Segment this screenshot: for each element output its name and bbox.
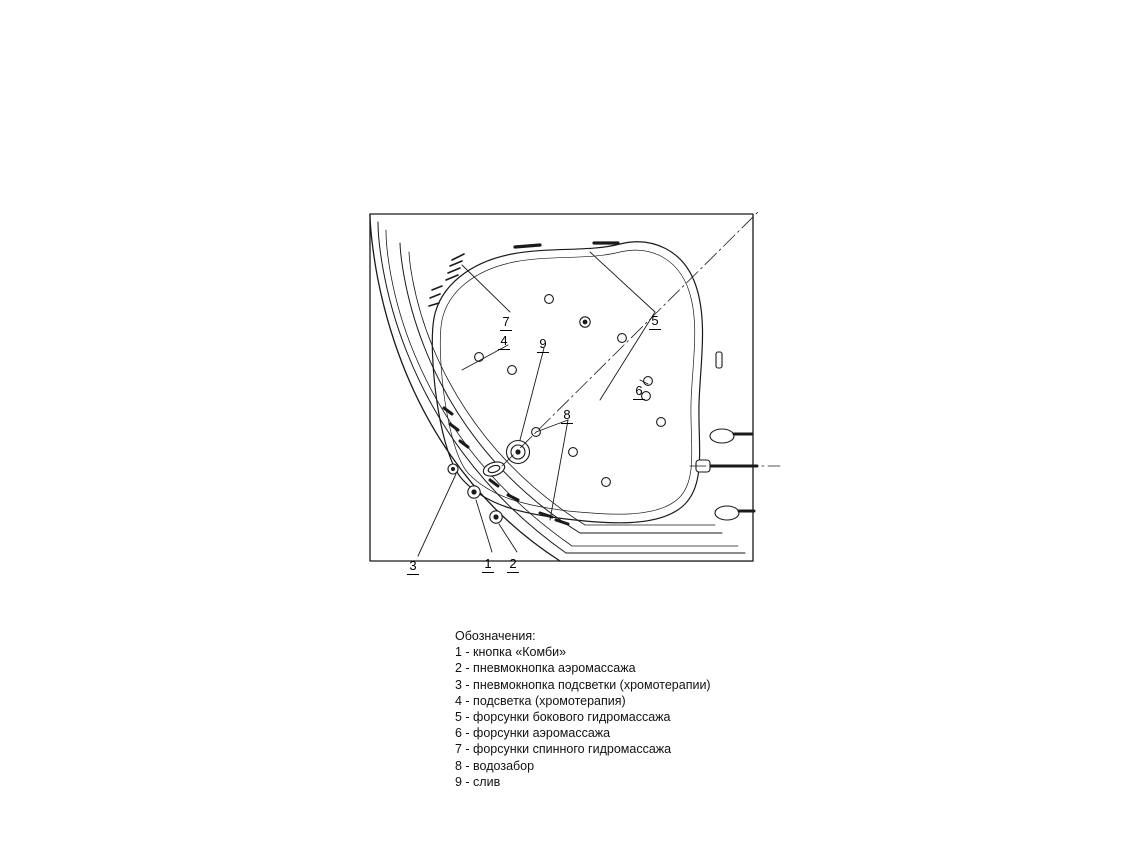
legend-item: 1 - кнопка «Комби» [455, 645, 567, 660]
callout-6 [630, 383, 648, 400]
legend-item: 4 - подсветка (хромотерапия) [455, 693, 626, 708]
legend-item: 8 - водозабор [455, 758, 535, 773]
callout-4-label: 4 [500, 333, 508, 348]
callout-2-label: 2 [509, 556, 517, 571]
legend-item: 7 - форсунки спинного гидромассажа [455, 742, 672, 757]
callout-1-label: 1 [484, 556, 492, 571]
callout-7-label: 7 [502, 314, 510, 329]
callout-8 [558, 407, 576, 424]
legend-item: 5 - форсунки бокового гидромассажа [455, 710, 671, 725]
callout-5 [646, 313, 664, 330]
legend-item: 3 - пневмокнопка подсветки (хромотерапии) [455, 677, 711, 692]
legend [455, 628, 875, 790]
drain-assembly [507, 441, 530, 464]
callout-6-label: 6 [635, 383, 643, 398]
callout-3 [404, 558, 422, 575]
callout-8-label: 8 [563, 407, 571, 422]
callout-7 [497, 314, 515, 331]
legend-title: Обозначения: [455, 629, 536, 643]
callout-4 [495, 333, 513, 350]
callout-5-label: 5 [651, 313, 659, 328]
callout-1 [479, 556, 497, 573]
legend-item: 6 - форсунки аэромассажа [455, 726, 611, 741]
callout-9-label: 9 [539, 336, 547, 351]
callout-2 [504, 556, 522, 573]
callout-3-label: 3 [409, 558, 417, 573]
legend-item: 2 - пневмокнопка аэромассажа [455, 661, 636, 676]
headrest-slots [515, 243, 618, 247]
faucet-assembly [696, 352, 757, 520]
legend-item: 9 - слив [455, 774, 501, 789]
callout-9 [534, 336, 552, 353]
chromotherapy-light [580, 317, 590, 327]
